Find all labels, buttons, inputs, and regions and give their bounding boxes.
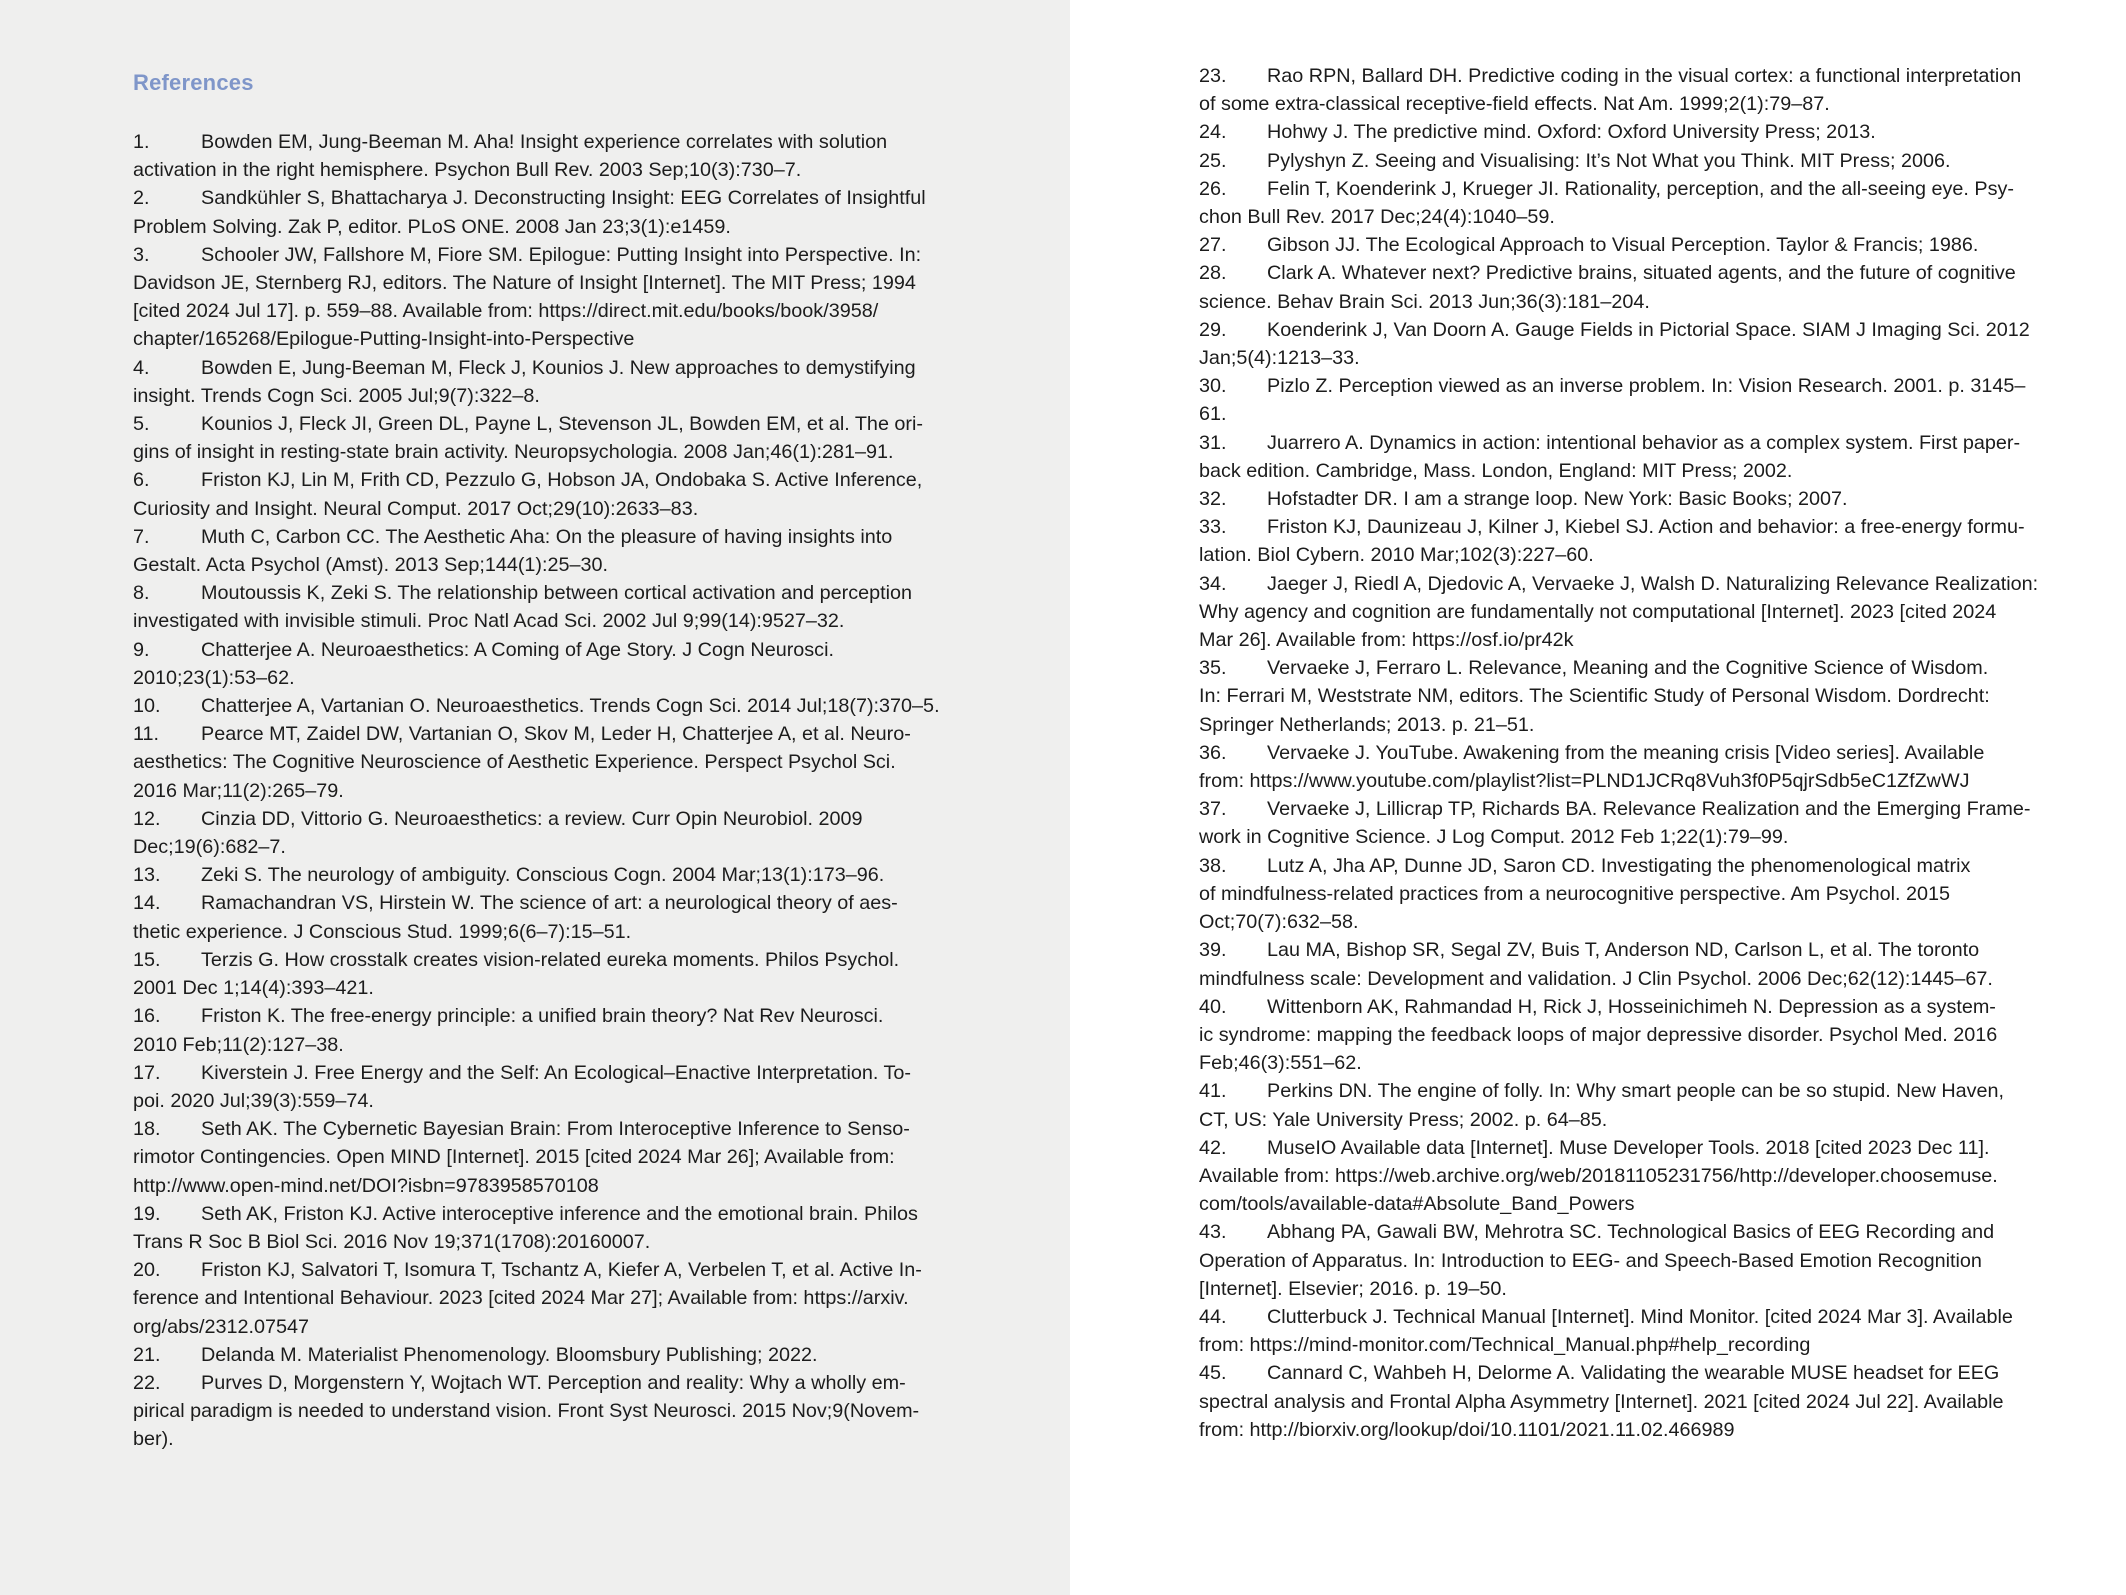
reference-number: 32. [1199,488,1227,511]
reference-text: Bowden EM, Jung-Beeman M. Aha! Insight experience correlates with solution activation in the right hemisphere. Psychon Bull Rev. 2003 Sep;10(3):730–7. [133,131,888,182]
reference-entry [1199,231,2044,259]
reference-text: Abhang PA, Gawali BW, Mehrotra SC. Technological Basics of EEG Recording and Operation of Apparatus. In: Introduction to EEG- and Speech-Based Emotion Recognition [Internet]. Elsevier; 2016. p. 19–50. [1199,1221,1995,1300]
reference-text: Clutterbuck J. Technical Manual [Internet]. Mind Monitor. [cited 2024 Mar 3]. Available from: https://mind-monitor.com/Technical_Manual.php#help_recording [1199,1305,2013,1357]
reference-entry [1199,485,2044,513]
reference-number: 23. [1199,65,1227,87]
reference-entry [1199,513,2044,569]
reference-number: 18. [133,1118,161,1141]
reference-entry [1199,739,2044,795]
reference-entry [133,128,953,184]
reference-number: 39. [1199,939,1227,962]
reference-entry [1199,1134,2044,1219]
reference-text: MuseIO Available data [Internet]. Muse Developer Tools. 2018 [cited 2023 Dec 11]. Available from: https://web.archive.org/web/20181105231756/http://developer.choosemuse. com/tools/available-data#Absolute_Band_Powers [1199,1136,1998,1216]
reference-number: 31. [1199,431,1227,454]
reference-number: 27. [1199,234,1227,257]
reference-text: Chatterjee A, Vartanian O. Neuroaesthetics. Trends Cogn Sci. 2014 Jul;18(7):370–5. [201,695,940,718]
reference-text: Pearce MT, Zaidel DW, Vartanian O, Skov M, Leder H, Chatterjee A, et al. Neuro- aesthetics: The Cognitive Neuroscience of Aesthetic Experience. Perspect Psychol Sci. 2016 Mar;11(2):265–79. [133,723,911,802]
reference-entry [133,1369,953,1454]
reference-number: 16. [133,1005,161,1028]
reference-entry [1199,936,2044,992]
reference-entry [1199,795,2044,851]
reference-entry [1199,570,2044,655]
reference-text: Cinzia DD, Vittorio G. Neuroaesthetics: a review. Curr Opin Neurobiol. 2009 Dec;19(6):682–7. [133,807,863,859]
reference-text: Ramachandran VS, Hirstein W. The science of art: a neurological theory of aes- thetic experience. J Conscious Stud. 1999;6(6–7):15–51. [133,892,898,943]
reference-entry [133,410,953,466]
reference-text: Seth AK, Friston KJ. Active interoceptive inference and the emotional brain. Philos Trans R Soc B Biol Sci. 2016 Nov 19;371(1708):20160007. [133,1202,918,1253]
reference-list-left [133,128,953,1454]
reference-entry [133,720,953,805]
reference-entry [133,1341,953,1369]
reference-entry [1199,1303,2044,1359]
reference-number: 4. [133,356,150,379]
reference-entry [133,1256,953,1341]
reference-entry [133,1059,953,1115]
reference-text: Koenderink J, Van Doorn A. Gauge Fields in Pictorial Space. SIAM J Imaging Sci. 2012 Jan;5(4):1213–33. [1199,318,2030,370]
reference-text: Moutoussis K, Zeki S. The relationship between cortical activation and perception investigated with invisible stimuli. Proc Natl Acad Sci. 2002 Jul 9;99(14):9527–32. [133,582,913,633]
reference-number: 37. [1199,798,1227,821]
reference-text: Muth C, Carbon CC. The Aesthetic Aha: On the pleasure of having insights into Gestalt. Acta Psychol (Amst). 2013 Sep;144(1):25–30. [133,525,893,577]
reference-number: 17. [133,1061,161,1084]
reference-text: Vervaeke J, Ferraro L. Relevance, Meaning and the Cognitive Science of Wisdom. In: Ferrari M, Weststrate NM, editors. The Scientific Study of Personal Wisdom. Dordrecht: Springer Netherlands; 2013. p. 21–51. [1199,657,1990,736]
reference-text: Felin T, Koenderink J, Krueger JI. Rationality, perception, and the all-seeing eye. Psy- chon Bull Rev. 2017 Dec;24(4):1040–59. [1199,177,2014,229]
reference-text: Zeki S. The neurology of ambiguity. Conscious Cogn. 2004 Mar;13(1):173–96. [201,864,885,887]
reference-number: 45. [1199,1362,1227,1385]
reference-number: 14. [133,892,161,915]
reference-entry [1199,147,2044,175]
reference-text: Kiverstein J. Free Energy and the Self: An Ecological–Enactive Interpretation. To- poi. 2020 Jul;39(3):559–74. [133,1061,911,1112]
reference-entry [133,946,953,1002]
reference-number: 19. [133,1202,161,1225]
reference-text: Terzis G. How crosstalk creates vision-related eureka moments. Philos Psychol. 2001 Dec 1;14(4):393–421. [133,948,900,1000]
reference-entry [1199,175,2044,231]
reference-entry [133,241,953,354]
reference-text: Seth AK. The Cybernetic Bayesian Brain: From Interoceptive Inference to Senso- rimotor Contingencies. Open MIND [Internet]. 2015 [cited 2024 Mar 26]; Available from: http://www.open-mind.net/DOI?isbn=9783958570108 [133,1118,910,1197]
reference-number: 44. [1199,1305,1227,1328]
reference-number: 33. [1199,516,1227,539]
reference-text: Friston KJ, Lin M, Frith CD, Pezzulo G, Hobson JA, Ondobaka S. Active Inference, Curiosity and Insight. Neural Comput. 2017 Oct;29(10):2633–83. [133,469,923,520]
reference-text: Friston K. The free-energy principle: a unified brain theory? Nat Rev Neurosci. 2010 Feb;11(2):127–38. [133,1005,884,1056]
reference-entry [133,861,953,889]
reference-number: 43. [1199,1221,1227,1244]
reference-entry [133,889,953,945]
reference-number: 35. [1199,657,1227,680]
reference-text: Jaeger J, Riedl A, Djedovic A, Vervaeke J, Walsh D. Naturalizing Relevance Realization: Why agency and cognition are fundamentally not computational [Internet]. 2023 [cited 2024 Mar 26]. Available from: https://osf.io/pr42k [1199,572,2039,652]
reference-text: Wittenborn AK, Rahmandad H, Rick J, Hosseinichimeh N. Depression as a system- ic syndrome: mapping the feedback loops of major depressive disorder. Psychol Med. 2016 Feb;46(3):551–62. [1199,995,1998,1075]
reference-text: Perkins DN. The engine of folly. In: Why smart people can be so stupid. New Haven, CT, US: Yale University Press; 2002. p. 64–85. [1199,1080,2005,1131]
reference-number: 3. [133,243,150,266]
reference-text: Friston KJ, Salvatori T, Isomura T, Tschantz A, Kiefer A, Verbelen T, et al. Active In- ference and Intentional Behaviour. 2023 [cited 2024 Mar 27]; Available from: https://arxiv. org/abs/2312.07547 [133,1259,922,1338]
reference-number: 13. [133,864,161,887]
reference-number: 22. [133,1371,161,1394]
reference-number: 1. [133,131,150,153]
reference-text: Hofstadter DR. I am a strange loop. New York: Basic Books; 2007. [1267,488,1848,511]
reference-entry [1199,1359,2044,1444]
reference-entry [1199,62,2044,118]
reference-number: 2. [133,187,150,210]
reference-text: Lutz A, Jha AP, Dunne JD, Saron CD. Investigating the phenomenological matrix of mindfulness-related practices from a neurocognitive perspective. Am Psychol. 2015 Oct;70(7):632–58. [1199,854,1971,934]
reference-entry [133,354,953,410]
reference-entry [133,1200,953,1256]
reference-entry [1199,852,2044,937]
reference-entry [133,1002,953,1058]
reference-text: Lau MA, Bishop SR, Segal ZV, Buis T, Anderson ND, Carlson L, et al. The toronto mindfulness scale: Development and validation. J Clin Psychol. 2006 Dec;62(12):1445–67. [1199,939,1993,990]
reference-number: 20. [133,1259,161,1282]
reference-entry [133,466,953,522]
reference-list-right [1199,62,2044,1444]
reference-text: Kounios J, Fleck JI, Green DL, Payne L, Stevenson JL, Bowden EM, et al. The ori- gins of insight in resting-state brain activity. Neuropsychologia. 2008 Jan;46(1):281–91. [133,413,924,464]
reference-text: Purves D, Morgenstern Y, Wojtach WT. Perception and reality: Why a wholly em- pirical paradigm is needed to understand vision. Front Syst Neurosci. 2015 Nov;9(Novem- ber). [133,1371,920,1451]
reference-number: 36. [1199,741,1227,764]
reference-number: 25. [1199,149,1227,172]
reference-text: Vervaeke J, Lillicrap TP, Richards BA. Relevance Realization and the Emerging Frame- work in Cognitive Science. J Log Comput. 2012 Feb 1;22(1):79–99. [1199,798,2031,849]
reference-text: Hohwy J. The predictive mind. Oxford: Oxford University Press; 2013. [1267,121,1876,144]
reference-number: 7. [133,525,150,548]
reference-text: Gibson JJ. The Ecological Approach to Visual Perception. Taylor & Francis; 1986. [1267,234,1979,257]
reference-number: 34. [1199,572,1227,595]
reference-entry [1199,1218,2044,1303]
reference-number: 21. [133,1343,161,1366]
reference-text: Vervaeke J. YouTube. Awakening from the meaning crisis [Video series]. Available from: https://www.youtube.com/playlist?list=PLND1JCRq8Vuh3f0P5qjrSdb5eC1ZfZwWJ [1199,741,1985,793]
reference-entry [1199,1077,2044,1133]
reference-entry [1199,316,2044,372]
reference-number: 6. [133,469,150,492]
reference-text: Rao RPN, Ballard DH. Predictive coding in the visual cortex: a functional interpretation of some extra-classical receptive-field effects. Nat Am. 1999;2(1):79–87. [1199,65,2022,116]
reference-number: 11. [133,723,160,746]
reference-text: Cannard C, Wahbeh H, Delorme A. Validating the wearable MUSE headset for EEG spectral analysis and Frontal Alpha Asymmetry [Internet]. 2021 [cited 2024 Jul 22]. Available from: http://biorxiv.org/lookup/doi/10.1101/2021.11.02.466989 [1199,1362,2004,1441]
reference-entry [1199,118,2044,146]
reference-number: 28. [1199,262,1227,285]
reference-number: 41. [1199,1080,1227,1103]
references-heading: References [133,70,254,95]
reference-number: 9. [133,638,150,661]
reference-text: Chatterjee A. Neuroaesthetics: A Coming of Age Story. J Cogn Neurosci. 2010;23(1):53–62. [133,638,834,689]
reference-number: 42. [1199,1136,1227,1159]
reference-number: 15. [133,948,161,971]
reference-text: Sandkühler S, Bhattacharya J. Deconstructing Insight: EEG Correlates of Insightful Problem Solving. Zak P, editor. PLoS ONE. 2008 Jan 23;3(1):e1459. [133,187,926,238]
reference-number: 30. [1199,375,1227,398]
reference-text: Bowden E, Jung-Beeman M, Fleck J, Kounios J. New approaches to demystifying insight. Trends Cogn Sci. 2005 Jul;9(7):322–8. [133,356,916,407]
reference-text: Clark A. Whatever next? Predictive brains, situated agents, and the future of cognitive science. Behav Brain Sci. 2013 Jun;36(3):181–204. [1199,262,2016,313]
reference-entry [1199,429,2044,485]
reference-number: 26. [1199,177,1227,200]
reference-entry [1199,654,2044,739]
reference-number: 8. [133,582,150,605]
reference-entry [133,692,953,720]
reference-text: Pylyshyn Z. Seeing and Visualising: It’s Not What you Think. MIT Press; 2006. [1267,149,1951,172]
reference-entry [133,636,953,692]
reference-entry [1199,372,2044,428]
reference-entry [133,184,953,240]
reference-text: Schooler JW, Fallshore M, Fiore SM. Epilogue: Putting Insight into Perspective. In: Davidson JE, Sternberg RJ, editors. The Nature of Insight [Internet]. The MIT Press; 1994 [cited 2024 Jul 17]. p. 559–88. Available from: https://direct.mit.edu/books/book/3958/ chapter/165268/Epilogue-Putting-Insight-into-Perspective [133,243,922,351]
reference-entry [133,805,953,861]
reference-text: Friston KJ, Daunizeau J, Kilner J, Kiebel SJ. Action and behavior: a free-energy formu- lation. Biol Cybern. 2010 Mar;102(3):227–60. [1199,516,2025,567]
reference-text: Juarrero A. Dynamics in action: intentional behavior as a complex system. First paper- back edition. Cambridge, Mass. London, England: MIT Press; 2002. [1199,431,2021,482]
reference-number: 38. [1199,854,1227,877]
reference-number: 12. [133,807,161,830]
reference-entry [133,1115,953,1200]
reference-text: Delanda M. Materialist Phenomenology. Bloomsbury Publishing; 2022. [201,1343,818,1366]
reference-entry [1199,993,2044,1078]
reference-entry [133,523,953,579]
reference-number: 24. [1199,121,1227,144]
reference-entry [1199,259,2044,315]
reference-number: 10. [133,695,161,718]
reference-entry [133,579,953,635]
reference-number: 5. [133,413,150,436]
reference-text: Pizlo Z. Perception viewed as an inverse problem. In: Vision Research. 2001. p. 3145– 61. [1199,375,2026,426]
reference-number: 29. [1199,318,1227,341]
reference-number: 40. [1199,995,1227,1018]
